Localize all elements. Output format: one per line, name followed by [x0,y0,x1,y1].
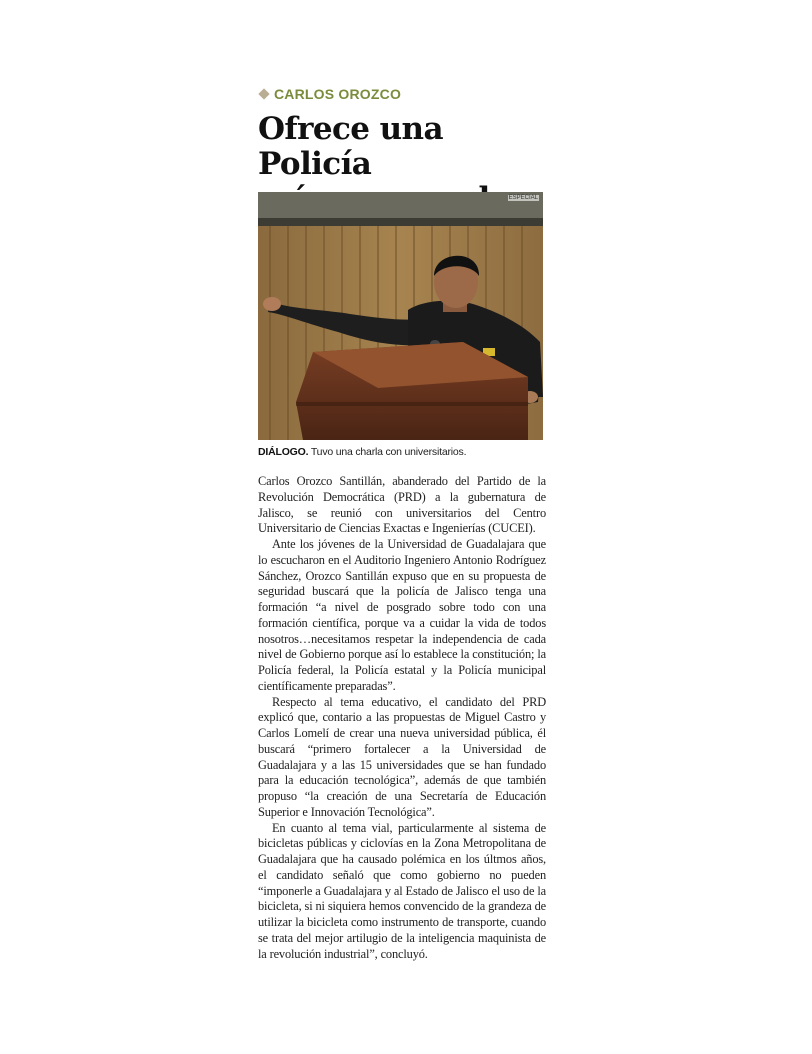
article-photo [258,192,543,440]
caption-label: DIÁLOGO. [258,446,309,458]
diamond-bullet-icon [258,88,269,99]
photo-credit: ESPECIAL [508,195,538,201]
speaker-at-podium-image [258,192,543,440]
article-body [258,474,546,962]
section-kicker [258,84,401,104]
headline-line-1: Ofrece una Policía [258,111,443,182]
body-paragraph-4: En cuanto al tema vial, particularmente al sistema de bicicletas públicas y ciclovías en la Zona Metropolitana de Guadalajara que ha causado polémica en los últmos años, el candidato señaló que como gobierno no pueden “imponerle a Guadalajara y al Estado de Jalisco el uso de la bicicleta, si ni siquiera hemos convencido de la grandeza de utilizar la bicicleta como instrumento de transporte, cuando se trata del mejor artilugio de la inteligencia maquinista de la revolución industrial”, concluyó. [258,820,546,961]
body-paragraph-3: Respecto al tema educativo, el candidato del PRD explicó que, contario a las propuestas de Miguel Castro y Carlos Lomelí de crear una nueva universidad pública, él buscará “primero fortalecer a la Universidad de Guadalajara y a las 15 universidades que se han fundado para la educación tecnológica”, además de que también propuso “la creación de una Secretaría de Educación Superior e Innovación Tecnológica”. [258,694,546,819]
body-paragraph-2: Ante los jóvenes de la Universidad de Guadalajara que lo escucharon en el Auditorio Ingeniero Antonio Rodríguez Sánchez, Orozco Santillán expuso que en su propuesta de seguridad buscará que la policía de Jalisco tenga una formación “a nivel de posgrado sobre todo con una formación científica, porque va a cuidar la vida de todos nosotros…necesitamos respetar la independencia de cada nivel de Gobierno porque así lo establece la constitución; la Policía federal, la Policía estatal y la Policía municipal científicamente preparadas”. [258,537,546,693]
body-paragraph-1: Carlos Orozco Santillán, abanderado del Partido de la Revolución Democrática (PRD) a la gubernatura de Jalisco, se reunió con universitarios del Centro Universitario de Ciencias Exactas e Ingenierías (CUCEI). [258,474,546,536]
caption-text: Tuvo una charla con universitarios. [308,446,467,458]
kicker-label: CARLOS OROZCO [274,86,402,102]
photo-caption [258,446,548,458]
